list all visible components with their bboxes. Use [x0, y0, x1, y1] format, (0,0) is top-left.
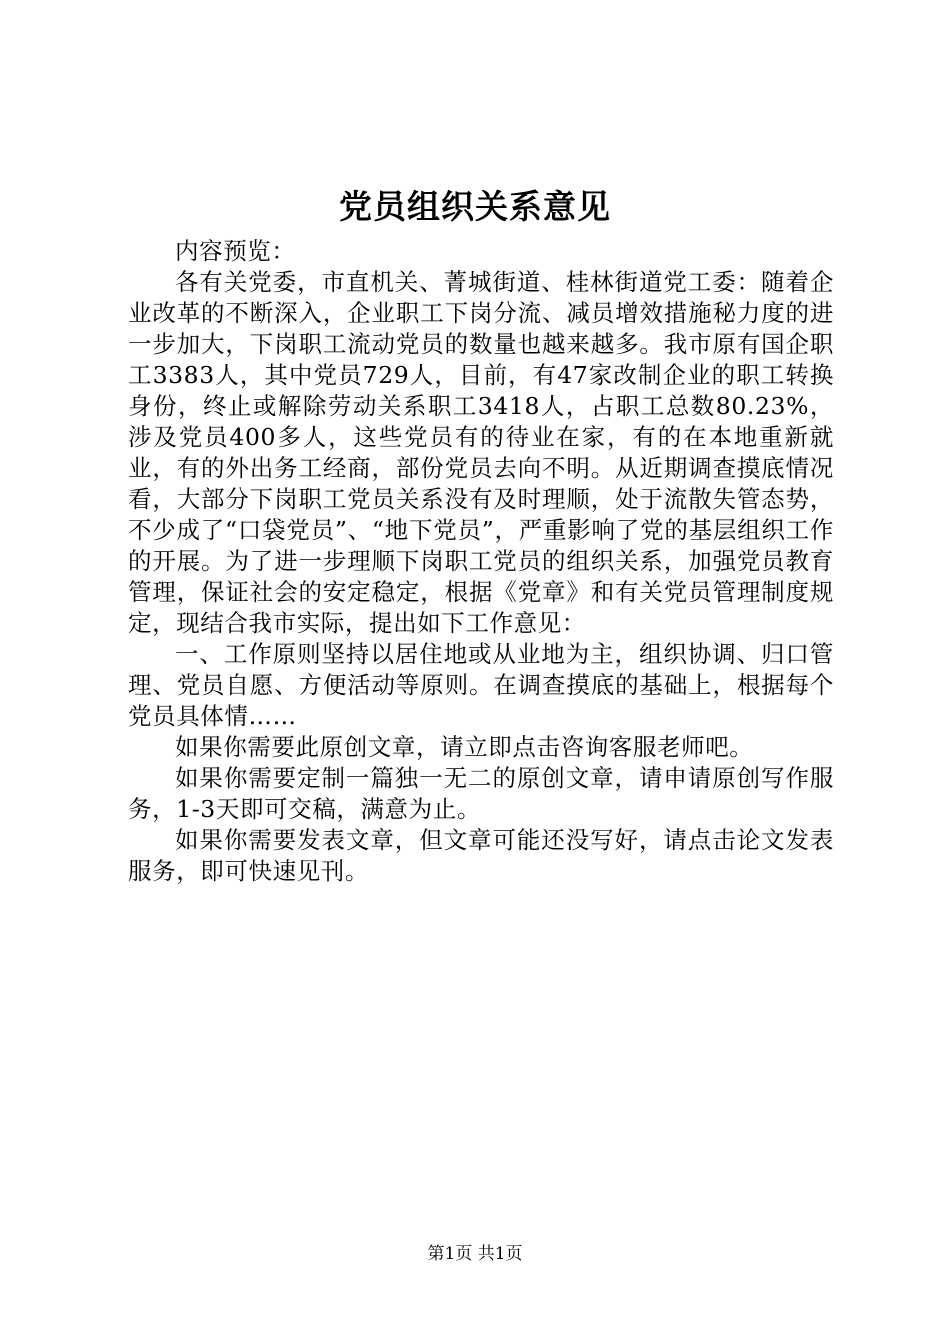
- document-body: [128, 236, 834, 887]
- page-number-footer: 第1页 共1页: [427, 1244, 523, 1264]
- body-paragraph: 各有关党委，市直机关、菁城街道、桂林街道党工委：随着企业改革的不断深入，企业职工下岗分流、减员增效措施秘力度的进一步加大，下岗职工流动党员的数量也越来越多。我市原有国企职工3383人，其中党员729人，目前，有47家改制企业的职工转换身份，终止或解除劳动关系职工3418人，占职工总数80.23%，涉及党员400多人，这些党员有的待业在家，有的在本地重新就业，有的外出务工经商，部份党员去向不明。从近期调查摸底情况看，大部分下岗职工党员关系没有及时理顺，处于流散失管态势，不少成了“口袋党员”、“地下党员”，严重影响了党的基层组织工作的开展。为了进一步理顺下岗职工党员的组织关系，加强党员教育管理，保证社会的安定稳定，根据《党章》和有关党员管理制度规定，现结合我市实际，提出如下工作意见：: [128, 268, 834, 637]
- preview-label: 内容预览：: [175, 237, 296, 265]
- body-paragraph: 一、工作原则坚持以居住地或从业地为主，组织协调、归口管理、党员自愿、方便活动等原则。在调查摸底的基础上，根据每个党员具体情……: [128, 640, 834, 730]
- consult-link-text: 如果你需要此原创文章，请立即点击咨询客服老师吧。: [175, 733, 754, 761]
- custom-writing-text: 如果你需要定制一篇独一无二的原创文章，请申请原创写作服务，1-3天即可交稿，满意为止。: [128, 764, 834, 823]
- document-title: 党员组织关系意见: [339, 187, 611, 226]
- publish-service-text: 如果你需要发表文章，但文章可能还没写好，请点击论文发表服务，即可快速见刊。: [128, 826, 834, 885]
